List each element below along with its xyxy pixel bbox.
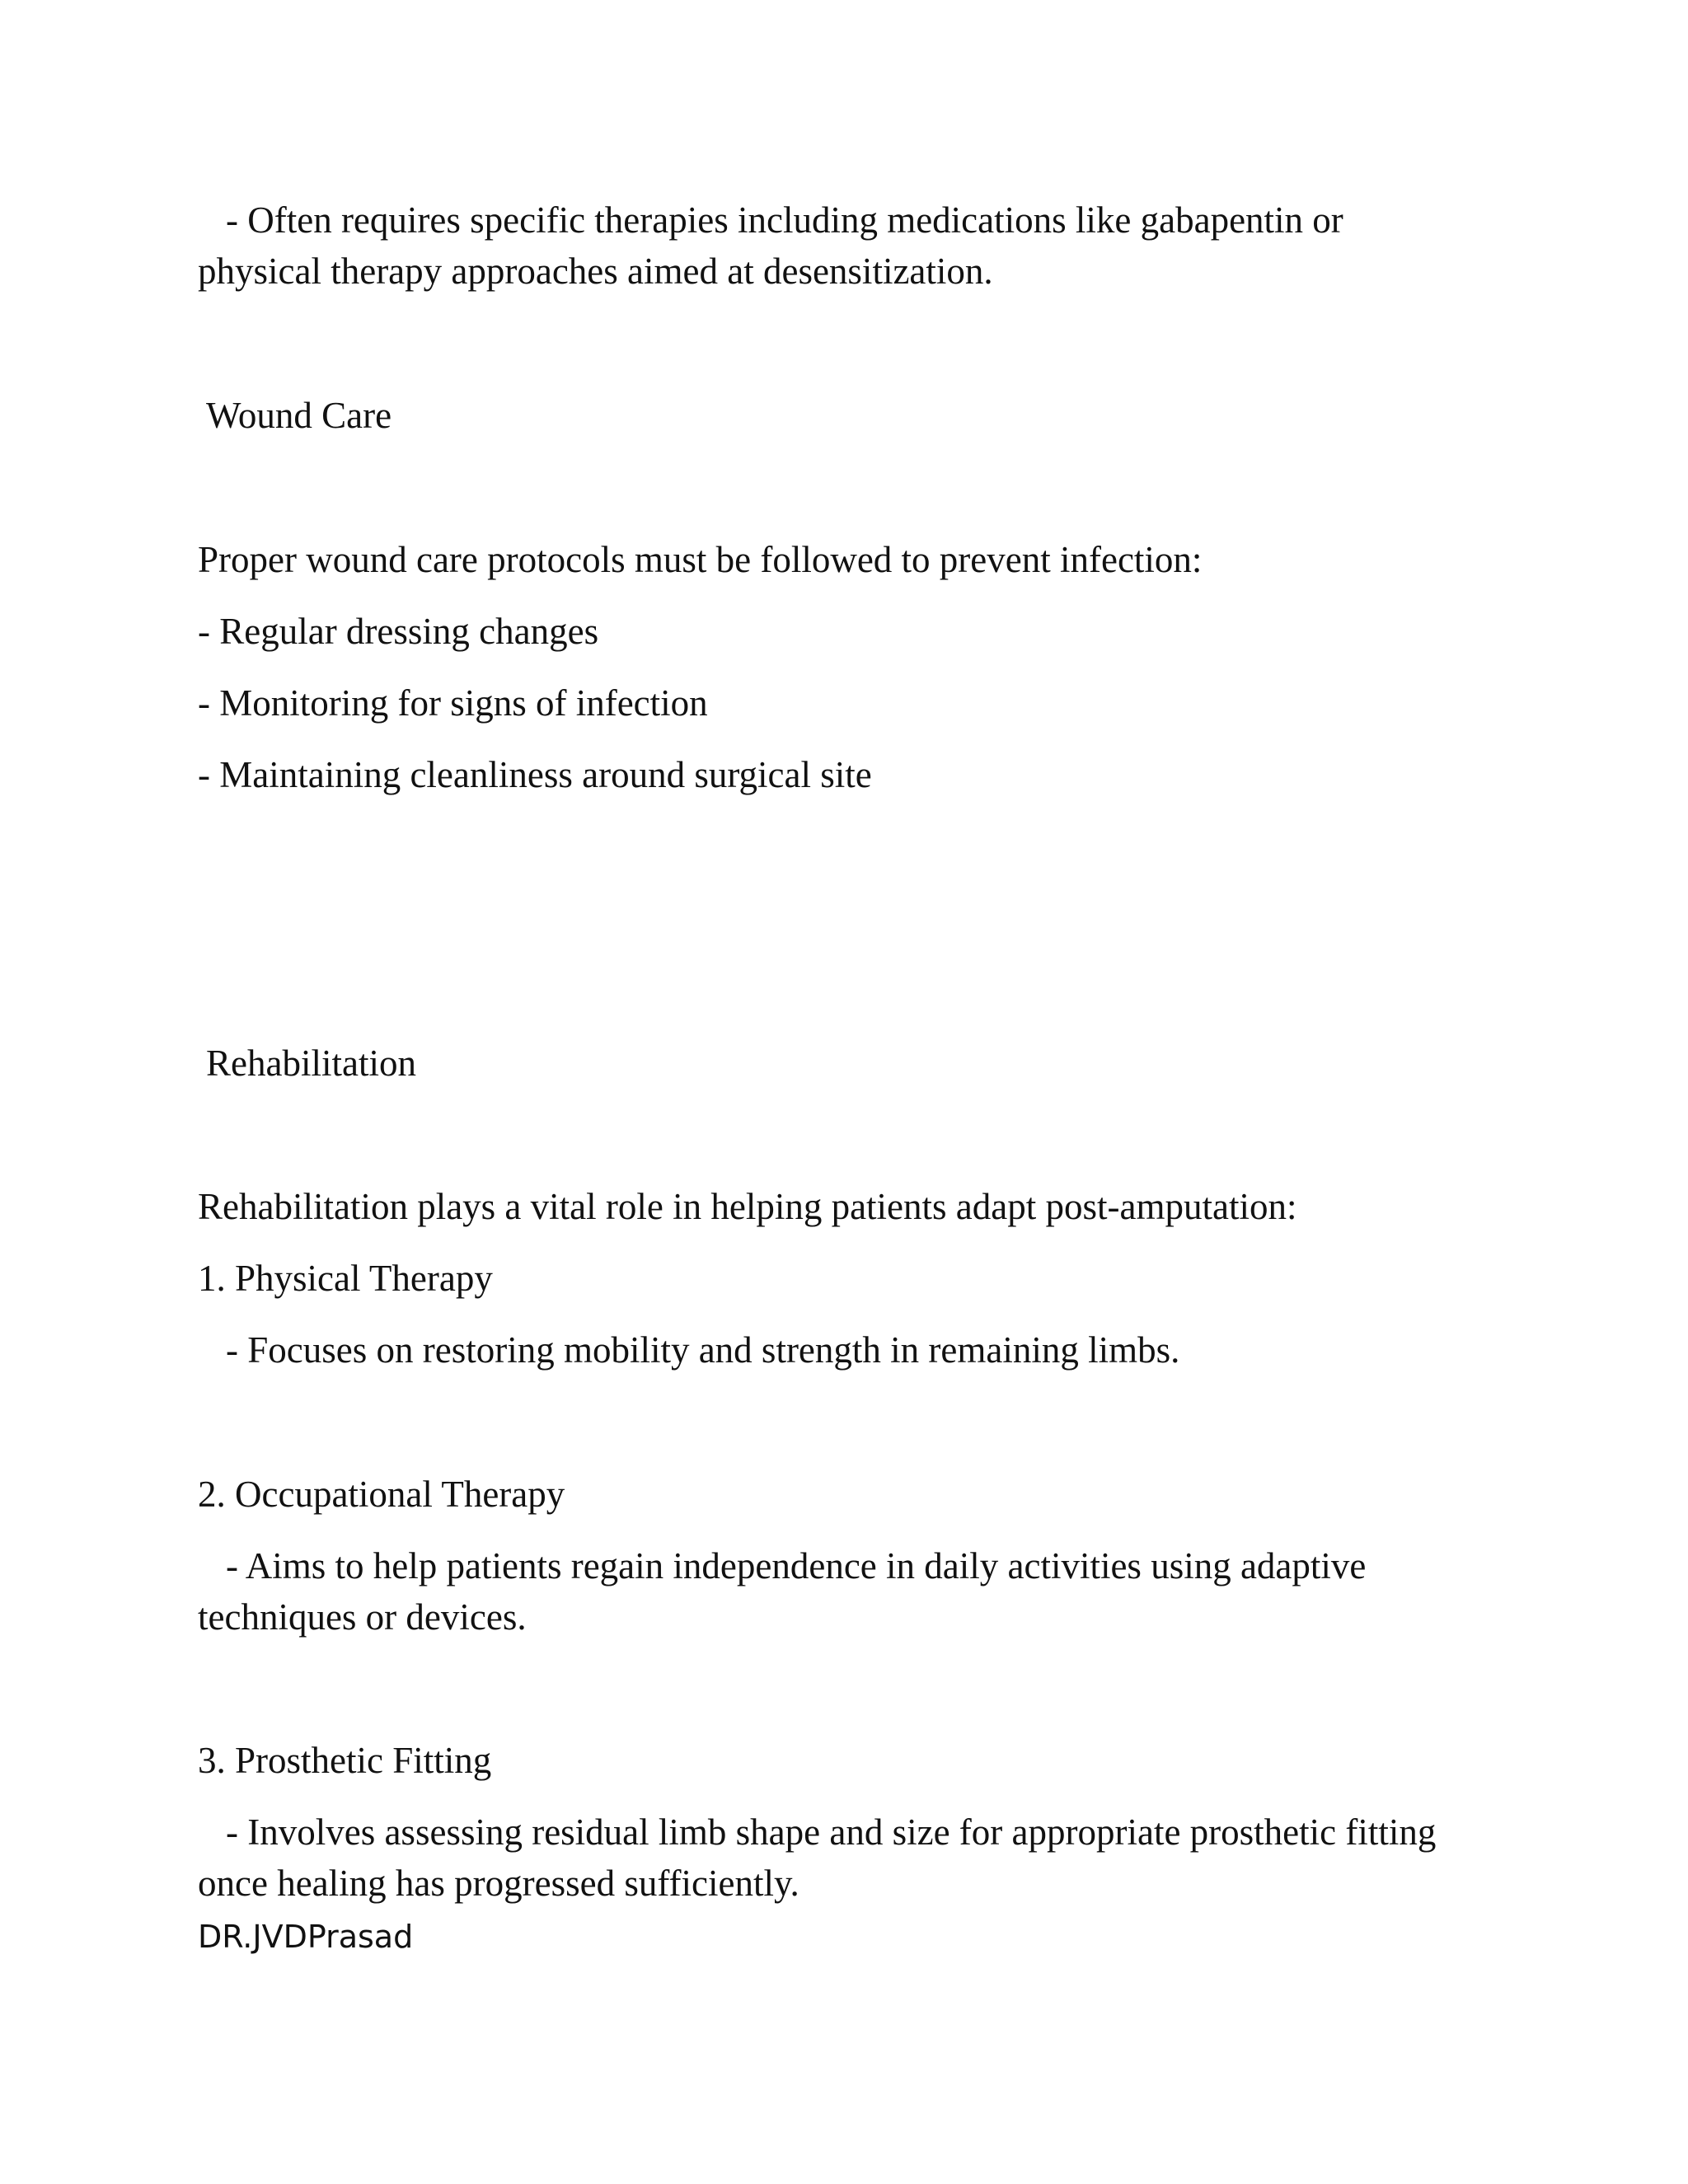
occupational-therapy-desc-line-2: techniques or devices. <box>198 1596 527 1638</box>
intro-line-2: physical therapy approaches aimed at desensitization. <box>198 251 993 292</box>
physical-therapy-desc: - Focuses on restoring mobility and strength in remaining limbs. <box>226 1329 1180 1371</box>
wound-care-item: - Maintaining cleanliness around surgical site <box>198 754 872 795</box>
intro-line-1: - Often requires specific therapies including medications like gabapentin or <box>226 199 1343 241</box>
occupational-therapy-title: 2. Occupational Therapy <box>198 1474 565 1515</box>
occupational-therapy-desc-line-1: - Aims to help patients regain independence in daily activities using adaptive <box>226 1545 1367 1586</box>
rehabilitation-heading: Rehabilitation <box>206 1043 416 1084</box>
rehabilitation-intro: Rehabilitation plays a vital role in helping patients adapt post-amputation: <box>198 1186 1297 1227</box>
prosthetic-fitting-desc-line-1: - Involves assessing residual limb shape and size for appropriate prosthetic fitting <box>226 1811 1437 1853</box>
physical-therapy-title: 1. Physical Therapy <box>198 1258 493 1299</box>
wound-care-item: - Regular dressing changes <box>198 611 599 652</box>
wound-care-intro: Proper wound care protocols must be followed to prevent infection: <box>198 539 1203 580</box>
wound-care-heading: Wound Care <box>206 395 392 436</box>
prosthetic-fitting-desc-line-2: once healing has progressed sufficiently. <box>198 1863 799 1904</box>
wound-care-item: - Monitoring for signs of infection <box>198 682 708 724</box>
prosthetic-fitting-title: 3. Prosthetic Fitting <box>198 1740 492 1781</box>
author-signature: DR.JVDPrasad <box>198 1919 414 1955</box>
